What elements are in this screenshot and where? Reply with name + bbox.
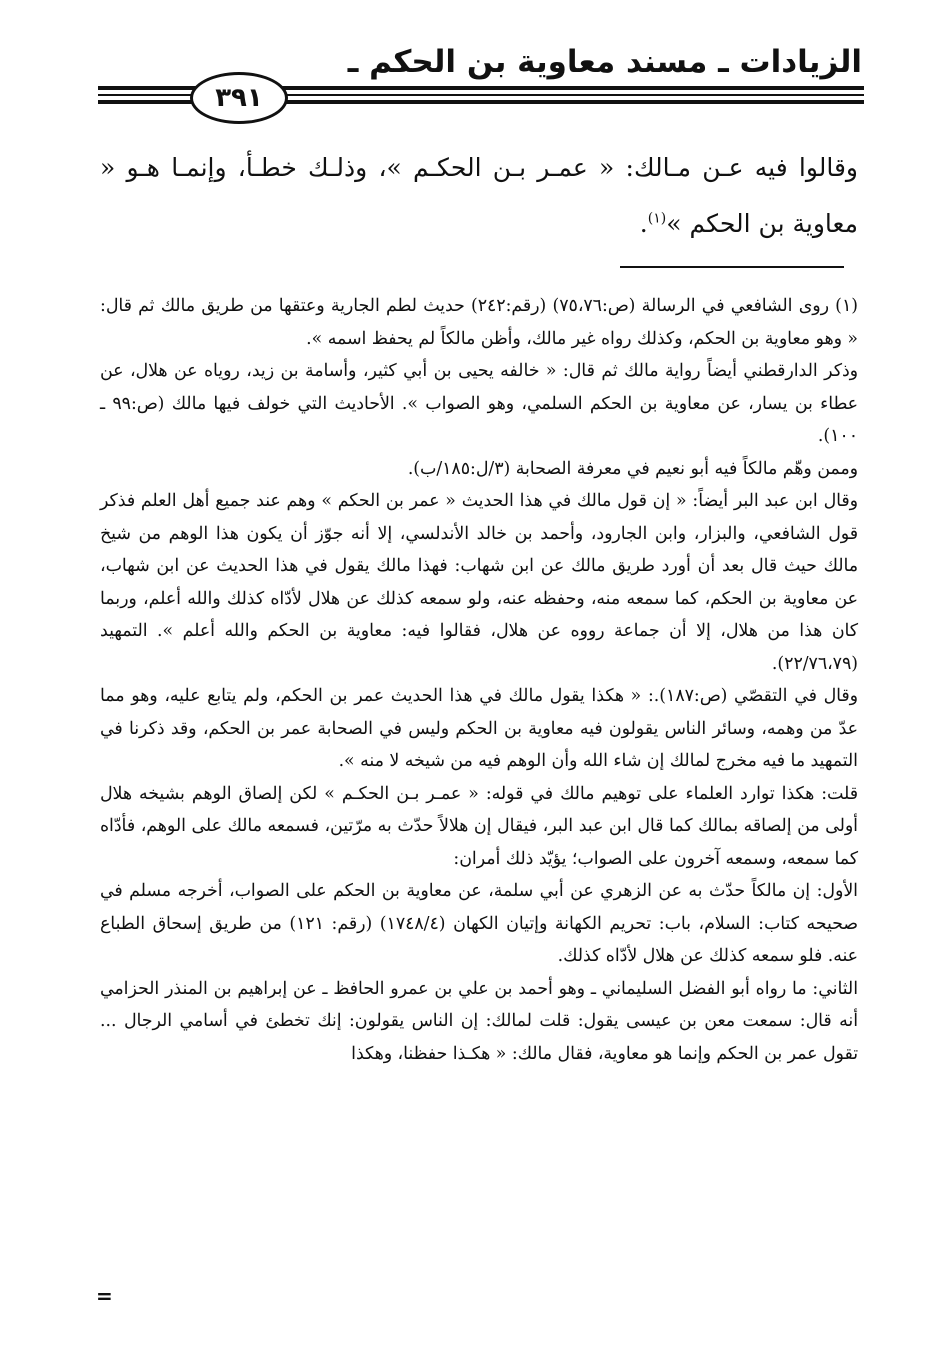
page-number: ٣٩١ bbox=[215, 83, 263, 113]
footnote-paragraph: (١) روى الشافعي في الرسالة (ص:٧٥،٧٦) (رقم:٢٤٢) حديث لطم الجارية وعتقها من طريق مالك ثم قال: « وهو معاوية بن الحكم، وكذلك رواه غير مالك، وأظن مالكاً لم يحفظ اسمه ». bbox=[100, 296, 858, 349]
footnote-paragraph: الثاني: ما رواه أبو الفضل السليماني ـ وهو أحمد بن علي بن عمرو الحافظ ـ عن إبراهيم بن المنذر الحزامي أنه قال: سمعت معن بن عيسى يقول: قلت لمالك: إن الناس يقولون: إنك تخطئ في أسامي الرجال ... تقول عمر بن الحكم وإنما هو معاوية، فقال مالك: « هكـذا حفظنا، وهكذا bbox=[100, 978, 858, 1064]
running-header-title: الزيادات ـ مسند معاوية بن الحكم ـ bbox=[347, 44, 862, 80]
main-paragraph: وقالوا فيه عـن مـالك: « عمـر بـن الحكـم »، وذلـك خطـأ، وإنمـا هـو « معاوية بن الحكم » bbox=[100, 153, 858, 238]
footnote-separator bbox=[620, 266, 844, 268]
footnote-reference: (١) bbox=[647, 210, 667, 227]
footnote-paragraph: وممن وهّم مالكاً فيه أبو نعيم في معرفة الصحابة (٣/ل:١٨٥/ب). bbox=[407, 458, 858, 479]
footnote-paragraph: وقال ابن عبد البر أيضاً: « إن قول مالك في هذا الحديث « عمر بن الحكم » وهم عند جميع أهل العلم فذكر قول الشافعي، والبزار، وابن الجارود، وأحمد بن خالد الأندلسي، إلا أنه جوّز أن يكون هذا الوهم من شيخ مالك حيث قال بعد أن أورد طريق مالك عن ابن شهاب: فهذا مالك يقول في هذا الحديث عن ابن شهاب، عن معاوية بن الحكم، كما سمعه منه، وحفظه عنه، ولو سمعه كذلك عن هلال لأدّاه كذلك والله أعلم، وربما كان هذا من هلال، إلا أن جماعة رووه عن هلال، فقالوا فيه: معاوية بن الحكم والله أعلم ». التمهيد (٢٢/٧٦،٧٩). bbox=[100, 491, 858, 674]
footnote-paragraph: وقال في التقصّي (ص:١٨٧).: « هكذا يقول مالك في هذا الحديث عمر بن الحكم، ولم يتابع عليه، وهو مما عدّ من وهمه، وسائر الناس يقولون فيه معاوية بن الحكم وليس في الصحابة عمر بن الحكم، وقد ذكرنا في التمهيد ما فيه مخرج لمالك إن شاء الله وأن الوهم فيه من شيخه لا منه ». bbox=[100, 686, 858, 771]
footnotes-block bbox=[100, 290, 858, 1070]
footnote-paragraph: قلت: هكذا توارد العلماء على توهيم مالك في قوله: « عمـر بـن الحكـم » لكن إلصاق الوهم بشيخه هلال أولى من إلصاقه بمالك كما قال ابن عبد البر، فيقال إن هلالاً حدّث به مرّتين، فسمعه مالك على الوهم، فأدّاه كما سمعه، وسمعه آخرون على الصواب؛ يؤيّد ذلك أمران: bbox=[100, 783, 858, 869]
main-paragraph-end: . bbox=[639, 209, 648, 238]
main-body-text bbox=[100, 140, 858, 252]
page-number-oval bbox=[190, 72, 288, 124]
footnote-paragraph: وذكر الدارقطني أيضاً رواية مالك ثم قال: « خالفه يحيى بن أبي كثير، وأسامة بن زيد، روياه عن هلال، عن عطاء بن يسار، عن معاوية بن الحكم السلمي، وهو الصواب ». الأحاديث التي خولف فيها مالك (ص:٩٩ ـ ١٠٠). bbox=[100, 361, 858, 446]
continuation-mark: = bbox=[96, 1284, 113, 1308]
footnote-paragraph: الأول: إن مالكاً حدّث به عن الزهري عن أبي سلمة، عن معاوية بن الحكم على الصواب، أخرجه مسلم في صحيحه كتاب: السلام، باب: تحريم الكهانة وإتيان الكهان (١٧٤٨/٤) (رقم: ١٢١) من طريق إسحاق الطباع عنه. فلو سمعه كذلك عن هلال لأدّاه كذلك. bbox=[100, 881, 858, 966]
